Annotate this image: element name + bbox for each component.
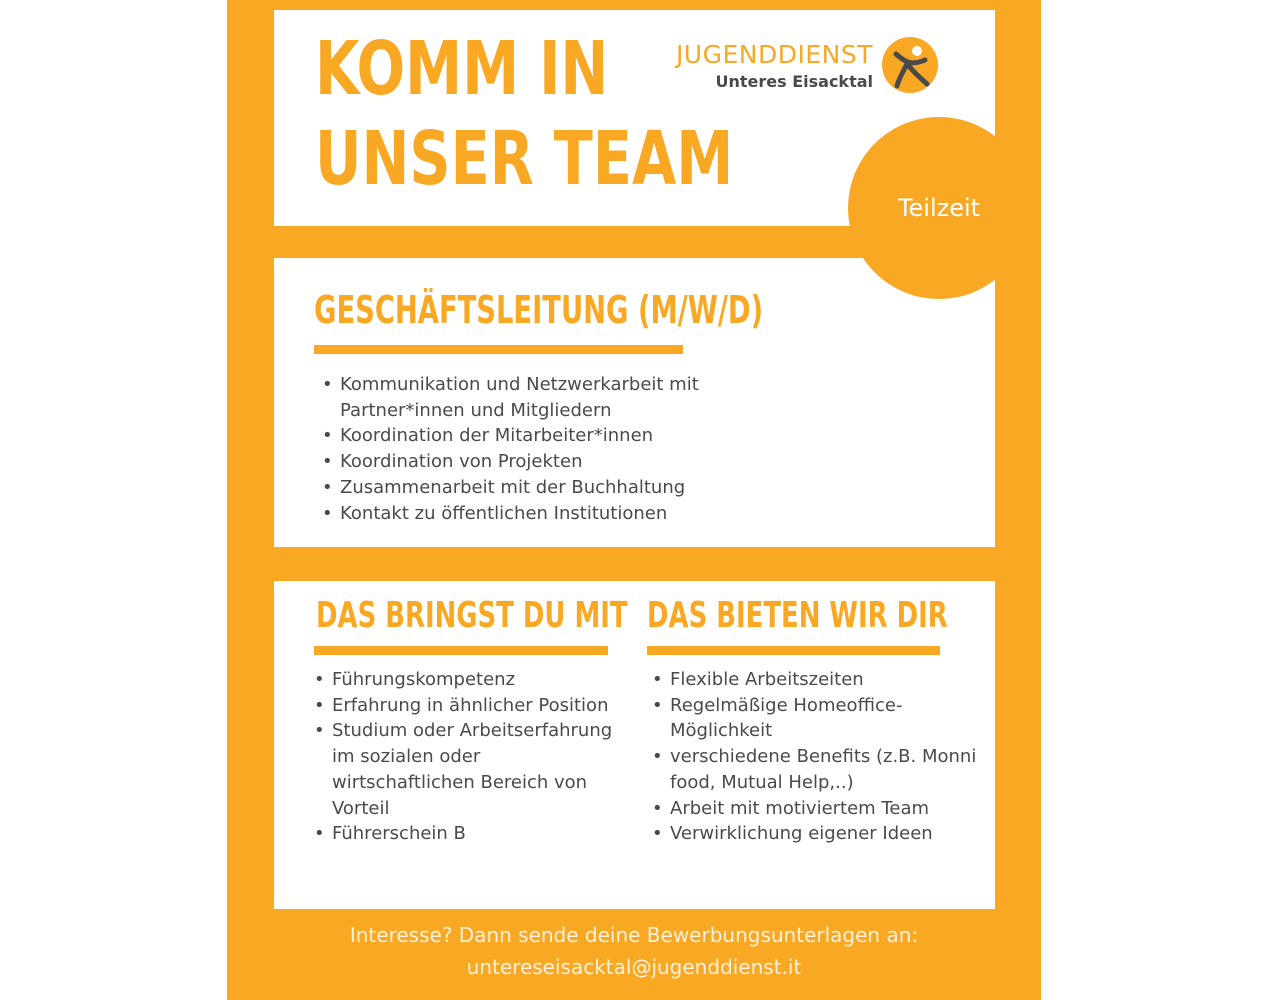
logo-subtitle: Unteres Eisacktal <box>715 72 873 91</box>
jugenddienst-logo <box>675 24 939 94</box>
list-item: • Arbeit mit motiviertem Team <box>652 796 982 822</box>
list-item: • Erfahrung in ähnlicher Position <box>314 693 626 719</box>
jugenddienst-logo-icon <box>881 36 939 94</box>
list-item: • Koordination von Projekten <box>322 449 742 475</box>
list-item: • Koordination der Mitarbeiter*innen <box>322 423 742 449</box>
application-hint: Interesse? Dann sende deine Bewerbungsunterlagen an: <box>349 923 919 947</box>
job-poster <box>227 0 1041 1000</box>
contact-email-link[interactable]: untereseisacktal@jugenddienst.it <box>466 955 802 979</box>
list-item: • verschiedene Benefits (z.B. Monni food, Mutual Help,..) <box>652 744 982 795</box>
list-item: • Verwirklichung eigener Ideen <box>652 821 982 847</box>
requirements-list <box>314 667 626 847</box>
details-panel <box>274 581 995 909</box>
headline <box>315 24 733 204</box>
offer-list <box>652 667 982 847</box>
list-item: • Führerschein B <box>314 821 626 847</box>
position-task-list <box>322 372 742 526</box>
position-title-rule <box>314 345 683 354</box>
logo-title: JUGENDDIENST <box>675 40 873 69</box>
list-item: • Regelmäßige Homeoffice-Möglichkeit <box>652 693 982 744</box>
header-panel <box>274 10 995 226</box>
offer-title-rule <box>647 646 940 655</box>
headline-line-1: KOMM IN <box>315 26 609 112</box>
list-item: • Studium oder Arbeitserfahrung im sozialen oder wirtschaftlichen Bereich von Vorteil <box>314 718 626 821</box>
list-item: • Führungskompetenz <box>314 667 626 693</box>
part-time-badge <box>848 117 1030 299</box>
headline-line-2: UNSER TEAM <box>315 116 734 202</box>
list-item: • Zusammenarbeit mit der Buchhaltung <box>322 475 742 501</box>
list-item: • Kontakt zu öffentlichen Institutionen <box>322 501 742 527</box>
requirements-title-rule <box>314 646 608 655</box>
position-title: GESCHÄFTSLEITUNG (M/W/D) <box>314 288 764 332</box>
badge-label: Teilzeit <box>897 194 981 222</box>
requirements-title: DAS BRINGST DU MIT <box>316 595 628 636</box>
list-item: • Flexible Arbeitszeiten <box>652 667 982 693</box>
position-panel <box>274 258 995 547</box>
list-item: • Kommunikation und Netzwerkarbeit mit Partner*innen und Mitgliedern <box>322 372 742 423</box>
offer-title: DAS BIETEN WIR DIR <box>647 595 948 636</box>
